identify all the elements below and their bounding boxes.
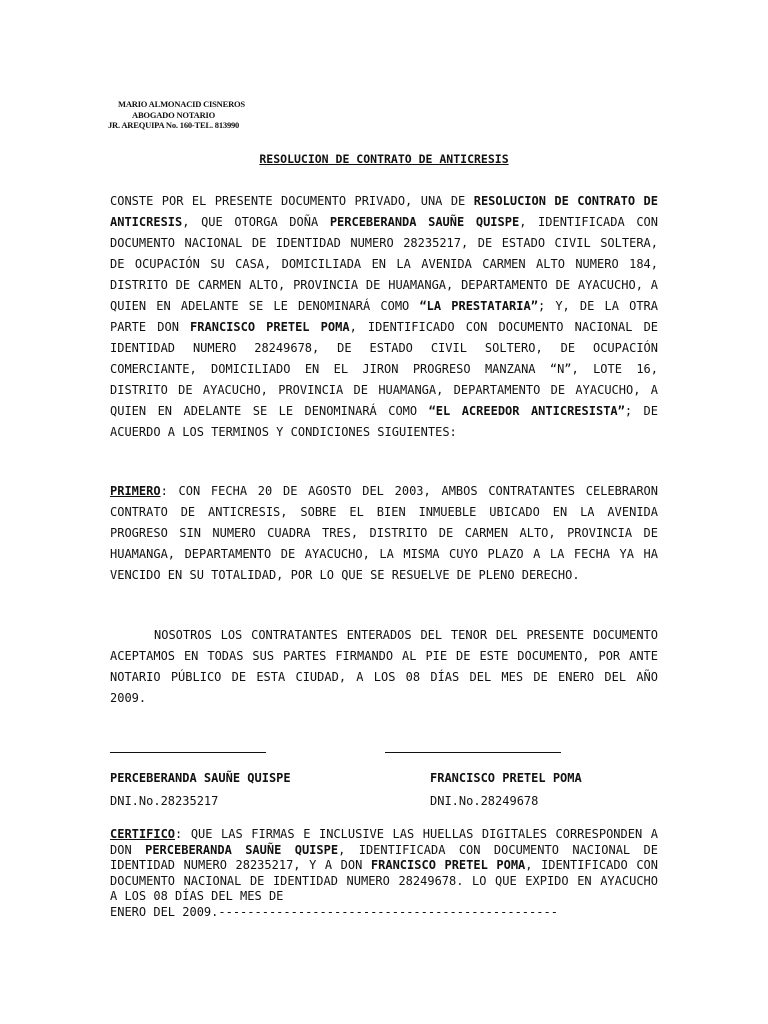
notary-name: MARIO ALMONACID CISNEROS — [118, 99, 245, 109]
certifico-text-1: : QUE LAS FIRMAS E INCLUSIVE LAS HUELLAS DIGITALES CORRESPONDEN A DON — [110, 827, 658, 857]
party-two-name: FRANCISCO PRETEL POMA — [190, 320, 350, 334]
certifico-text-2: , IDENTIFICADA CON DOCUMENTO NACIONAL DE IDENTIDAD NUMERO 28235217, Y A DON — [110, 842, 659, 872]
certifico-text-4: ENERO DEL 2009.----------------------------------------------- — [110, 904, 558, 919]
notary-header — [108, 99, 245, 131]
document-title: RESOLUCION DE CONTRATO DE ANTICRESIS — [259, 152, 509, 166]
intro-text-1: CONSTE POR EL PRESENTE DOCUMENTO PRIVADO, UNA DE — [110, 194, 474, 208]
certifico-label: CERTIFICO — [110, 827, 176, 841]
signature-name-right: FRANCISCO PRETEL POMA — [430, 771, 582, 785]
notary-address: JR. AREQUIPA No. 160-TEL. 813990 — [108, 120, 240, 130]
signature-name-left: PERCEBERANDA SAUÑE QUISPE — [110, 771, 291, 785]
intro-paragraph — [110, 191, 658, 443]
intro-text-2: , QUE OTORGA DOÑA — [182, 215, 330, 229]
party-one-alias: “LA PRESTATARIA” — [419, 299, 538, 313]
certifico-party-two: FRANCISCO PRETEL POMA — [370, 858, 526, 872]
contract-name: RESOLUCION DE CONTRATO DE ANTICRESIS — [110, 194, 658, 229]
certifico-text-3: , IDENTIFICADO CON DOCUMENTO NACIONAL DE IDENTIDAD NUMERO 28249678. LO QUE EXPIDO EN AYACUCHO A LOS 08 DÍAS DEL MES DE — [110, 858, 658, 903]
primero-paragraph — [110, 481, 658, 586]
signature-line-right — [385, 752, 561, 753]
notary-role: ABOGADO NOTARIO — [132, 109, 216, 120]
closing-paragraph: NOSOTROS LOS CONTRATANTES ENTERADOS DEL TENOR DEL PRESENTE DOCUMENTO ACEPTAMOS EN TODAS SUS PARTES FIRMANDO AL PIE DE ESTE DOCUMENTO, POR ANTE NOTARIO PÚBLICO DE ESTA CIUDAD, A LOS 08 DÍAS DEL MES DE ENERO DEL AÑO 2009. — [110, 628, 658, 705]
intro-text-3: , IDENTIFICADA CON DOCUMENTO NACIONAL DE IDENTIDAD NUMERO 28235217, DE ESTADO CIVIL SOLTERA, DE OCUPACIÓN SU CASA, DOMICILIADA EN LA AVENIDA CARMEN ALTO NUMERO 184, DISTRITO DE CARMEN ALTO, PROVINCIA DE HUAMANGA, DEPARTAMENTO DE AYACUCHO, A QUIEN EN ADELANTE SE LE DENOMINARÁ COMO — [110, 215, 658, 313]
party-two-alias: “EL ACREEDOR ANTICRESISTA” — [428, 404, 625, 418]
party-one-name: PERCEBERANDA SAUÑE QUISPE — [329, 215, 520, 229]
signature-line-left — [110, 752, 266, 753]
intro-text-4: ; Y, DE LA OTRA PARTE DON — [110, 299, 659, 334]
intro-text-6: ; DE ACUERDO A LOS TERMINOS Y CONDICIONES SIGUIENTES: — [110, 404, 658, 439]
primero-label: PRIMERO — [110, 484, 161, 498]
signature-dni-left: DNI.No.28235217 — [110, 794, 219, 808]
intro-text-5: , IDENTIFICADO CON DOCUMENTO NACIONAL DE IDENTIDAD NUMERO 28249678, DE ESTADO CIVIL SOLTERO, DE OCUPACIÓN COMERCIANTE, DOMICILIADO EN EL JIRON PROGRESO MANZANA “N”, LOTE 16, DISTRITO DE AYACUCHO, PROVINCIA DE HUAMANGA, DEPARTAMENTO DE AYACUCHO, A QUIEN EN ADELANTE SE LE DENOMINARÁ COMO — [110, 320, 659, 418]
certification-paragraph — [110, 827, 658, 920]
certifico-party-one: PERCEBERANDA SAUÑE QUISPE — [145, 842, 339, 857]
primero-text: : CON FECHA 20 DE AGOSTO DEL 2003, AMBOS CONTRATANTES CELEBRARON CONTRATO DE ANTICRESIS, SOBRE EL BIEN INMUEBLE UBICADO EN LA AVENIDA PROGRESO SIN NUMERO CUADRA TRES, DISTRITO DE CARMEN ALTO, PROVINCIA DE HUAMANGA, DEPARTAMENTO DE AYACUCHO, LA MISMA CUYO PLAZO A LA FECHA YA HA VENCIDO EN SU TOTALIDAD, POR LO QUE SE RESUELVE DE PLENO DERECHO. — [110, 484, 658, 582]
signature-dni-right: DNI.No.28249678 — [430, 794, 539, 808]
